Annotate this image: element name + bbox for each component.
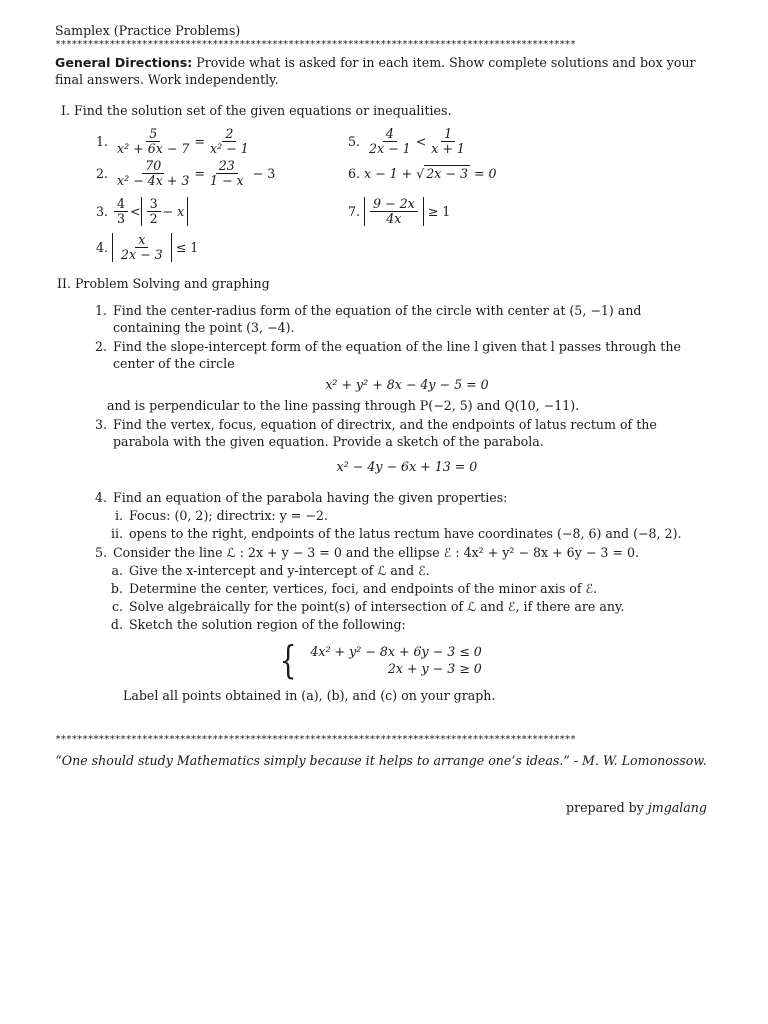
prepared-by: prepared by jmgalang [566,800,707,815]
system-line-2: 2x + y − 3 ≥ 0 [387,661,482,676]
circle-equation: x² + y² + 8x − 4y − 5 = 0 [325,377,489,392]
parabola-equation: x² − 4y − 6x + 13 = 0 [336,459,478,474]
problem-1: 1. Find the center-radius form of the equation of the circle with center at (5, −1) and containing the point (3, −4). [94,303,642,335]
problem-4-i: i. Focus: (0, 2); directrix: y = −2. [114,508,328,523]
brace-icon: { [279,638,297,682]
footer-divider: ************************************************************************************************ [55,734,576,745]
problem-2-continued: and is perpendicular to the line passing through P(−2, 5) and Q(10, −11). [107,398,580,413]
equation-1: 1. $\frac{5}{\text{x² + 6x − 7}}$ = $\frac{2}{\text{x² − 1}}$ [95,125,249,156]
part1-heading: I. Find the solution set of the given equations or inequalities. [61,103,452,118]
quote: “One should study Mathematics simply because it helps to arrange one’s ideas.” - M. W. Lomonossow. [55,753,707,768]
inequality-system [55,638,707,682]
directions-text: Provide what is asked for in each item. Show complete solutions and box your final answers. Work independently. [55,55,696,87]
problem-4-ii: ii. opens to the right, endpoints of the latus rectum have coordinates (−8, 6) and (−8, 2). [110,526,682,541]
problem-2: 2. Find the slope-intercept form of the equation of the line l given that l passes through the center of the circle [94,339,681,371]
problem-4: 4. Find an equation of the parabola having the given properties: [94,490,508,505]
equation-4: 4. $\frac{x}{2x - 3}$ ≤ 1 [95,231,199,262]
part2-heading: II. Problem Solving and graphing [57,276,270,291]
problem-5-b: b. Determine the center, vertices, foci, and endpoints of the minor axis of ℰ. [110,581,598,596]
document-title: Samplex (Practice Problems) [55,23,241,38]
directions-heading: General Directions: [55,55,193,70]
system-line-1: 4x² + y² − 8x + 6y − 3 ≤ 0 [310,644,482,659]
author-name: jmgalang [647,800,707,815]
equation-3: 3. $\frac{4}{3}$ < $\frac{3}{2}$ − x [88,193,188,229]
equation-2: 2. $\frac{70}{\text{x² − 4x + 3}}$ = $\frac{23}{1 - x}$ − 3 [95,157,276,188]
problem-5-a: a. Give the x-intercept and y-intercept of ℒ and ℰ. [111,563,430,578]
label-note: Label all points obtained in (a), (b), and (c) on your graph. [123,688,496,703]
equation-7: 7. $\frac{9 - 2x}{4x}$ ≥ 1 [347,195,451,226]
general-directions [55,54,707,88]
document-page [55,22,707,816]
equation-5: 5. $\frac{4}{2x - 1}$ < $\frac{1}{x + 1}$ [347,125,465,156]
problem-5-d: d. Sketch the solution region of the following: [110,617,406,632]
problem-3: 3. Find the vertex, focus, equation of directrix, and the endpoints of latus rectum of the parabola with the given equation. Provide a sketch of the parabola. [94,417,657,449]
header-divider: ************************************************************************************************ [55,39,576,50]
equation-6: 6. x − 1 + √ 2x − 3 = 0 [347,165,497,181]
part1-equations [55,123,707,271]
problem-5: 5. Consider the line ℒ : 2x + y − 3 = 0 and the ellipse ℰ : 4x² + y² − 8x + 6y − 3 = 0. [94,545,639,560]
problem-5-c: c. Solve algebraically for the point(s) of intersection of ℒ and ℰ, if there are any. [111,599,625,614]
